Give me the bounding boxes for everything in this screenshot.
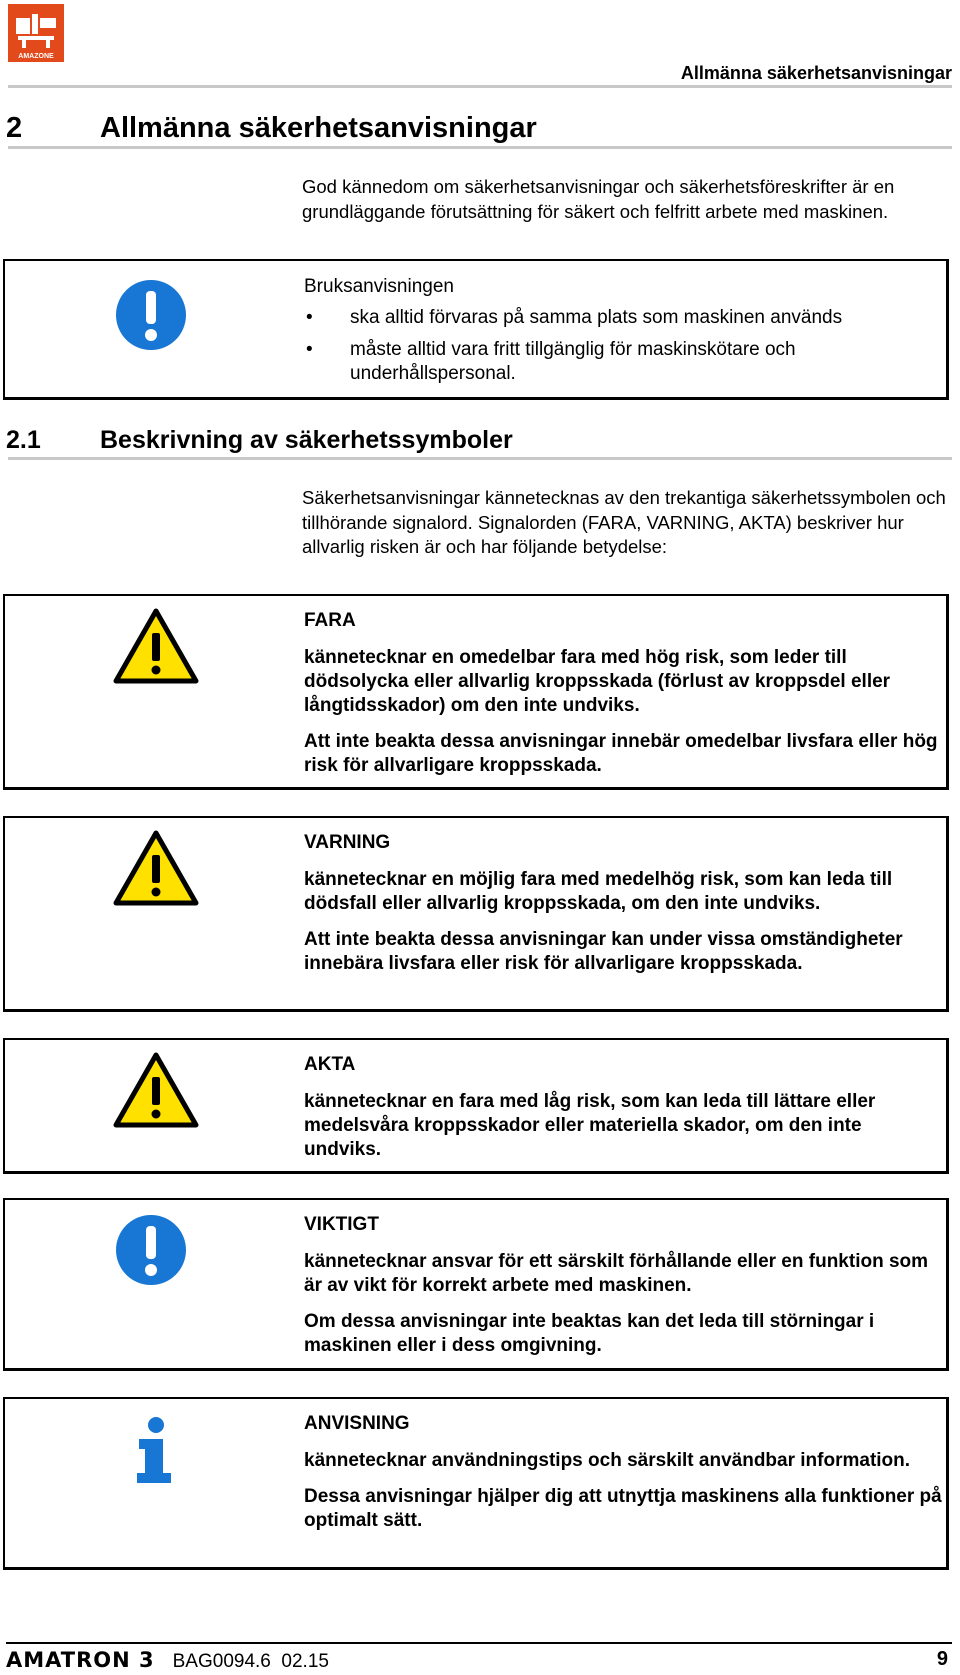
exclamation-circle-icon: [115, 1214, 187, 1291]
page-number: 9: [936, 1648, 948, 1670]
bullet-text: måste alltid vara fritt tillgänglig för maskinskötare och underhållspersonal.: [350, 338, 796, 384]
section-title: Allmänna säkerhetsanvisningar: [100, 112, 537, 144]
manual-label: Bruksanvisningen: [304, 276, 454, 297]
subsection-intro: Säkerhetsanvisningar kännetecknas av den trekantiga säkerhetssymbolen och tillhörande signalord. Signalorden (FARA, VARNING, AKTA) beskriver hur allvarlig risken är och har följande betydelse:: [302, 487, 946, 557]
section-rule: [8, 146, 952, 149]
manual-notice-box: [3, 259, 949, 400]
warning-triangle-icon: [113, 830, 199, 911]
subsection-number: 2.1: [6, 426, 41, 454]
signal-word: AKTA: [304, 1054, 356, 1075]
signal-consequence: Dessa anvisningar hjälper dig att utnyttja maskinens alla funktioner på optimalt sätt.: [304, 1486, 942, 1531]
signal-word: ANVISNING: [304, 1413, 410, 1434]
section-intro: God kännedom om säkerhetsanvisningar och säkerhetsföreskrifter är en grundläggande förutsättning för säkert och felfritt arbete med maskinen.: [302, 176, 895, 222]
section-number: 2: [6, 112, 23, 144]
doc-code: BAG0094.6 02.15: [172, 1651, 329, 1672]
running-header: Allmänna säkerhetsanvisningar: [680, 63, 952, 83]
subsection-title: Beskrivning av säkerhetssymboler: [100, 426, 513, 454]
signal-consequence: Att inte beakta dessa anvisningar kan under vissa omständigheter innebära livsfara eller risk för allvarligare kroppsskada.: [304, 929, 903, 974]
header-rule: [8, 85, 952, 88]
footer-rule: [6, 1642, 952, 1644]
signal-description: kännetecknar användningstips och särskilt användbar information.: [304, 1450, 911, 1471]
signal-word: FARA: [304, 610, 356, 631]
svg-text:AMAZONE: AMAZONE: [18, 53, 54, 60]
signal-word: VARNING: [304, 832, 391, 853]
signal-word: VIKTIGT: [304, 1214, 379, 1235]
list-item: [304, 306, 942, 331]
list-item: [304, 338, 942, 387]
subsection-heading: [6, 426, 513, 455]
warning-triangle-icon: [113, 608, 199, 689]
section-heading: [6, 112, 537, 145]
signal-description: kännetecknar en möjlig fara med medelhög risk, som kan leda till dödsfall eller allvarlig kroppsskada, om den inte undviks.: [304, 869, 893, 914]
signal-box-akta: [3, 1038, 949, 1174]
signal-box-fara: [3, 594, 949, 790]
exclamation-circle-icon: [115, 279, 187, 356]
manual-bullet-list: [304, 306, 942, 387]
warning-triangle-icon: [113, 1052, 199, 1133]
signal-description: kännetecknar en omedelbar fara med hög risk, som leder till dödsolycka eller allvarlig kroppsskada (förlust av kroppsdel eller långtidsskador) om den inte undviks.: [304, 647, 891, 716]
signal-box-viktigt: [3, 1198, 949, 1371]
signal-description: kännetecknar ansvar för ett särskilt förhållande eller en funktion som är av vikt för korrekt arbete med maskinen.: [304, 1251, 929, 1296]
signal-description: kännetecknar en fara med låg risk, som kan leda till lättare eller medelsvåra kroppsskador eller materiella skador, om den inte undviks.: [304, 1091, 876, 1160]
amazone-logo: [8, 4, 64, 62]
bullet-icon: •: [306, 307, 313, 328]
product-name: AMATRON 3: [6, 1648, 155, 1672]
info-icon: [135, 1417, 173, 1488]
footer: [6, 1648, 329, 1673]
signal-consequence: Om dessa anvisningar inte beaktas kan det leda till störningar i maskinen eller i dess omgivning.: [304, 1311, 875, 1356]
subsection-rule: [8, 457, 952, 460]
signal-box-varning: [3, 816, 949, 1012]
signal-box-anvisning: [3, 1397, 949, 1570]
signal-consequence: Att inte beakta dessa anvisningar innebär omedelbar livsfara eller hög risk för allvarligare kroppsskada.: [304, 731, 938, 776]
bullet-icon: •: [306, 338, 313, 360]
bullet-text: ska alltid förvaras på samma plats som maskinen används: [350, 307, 843, 328]
